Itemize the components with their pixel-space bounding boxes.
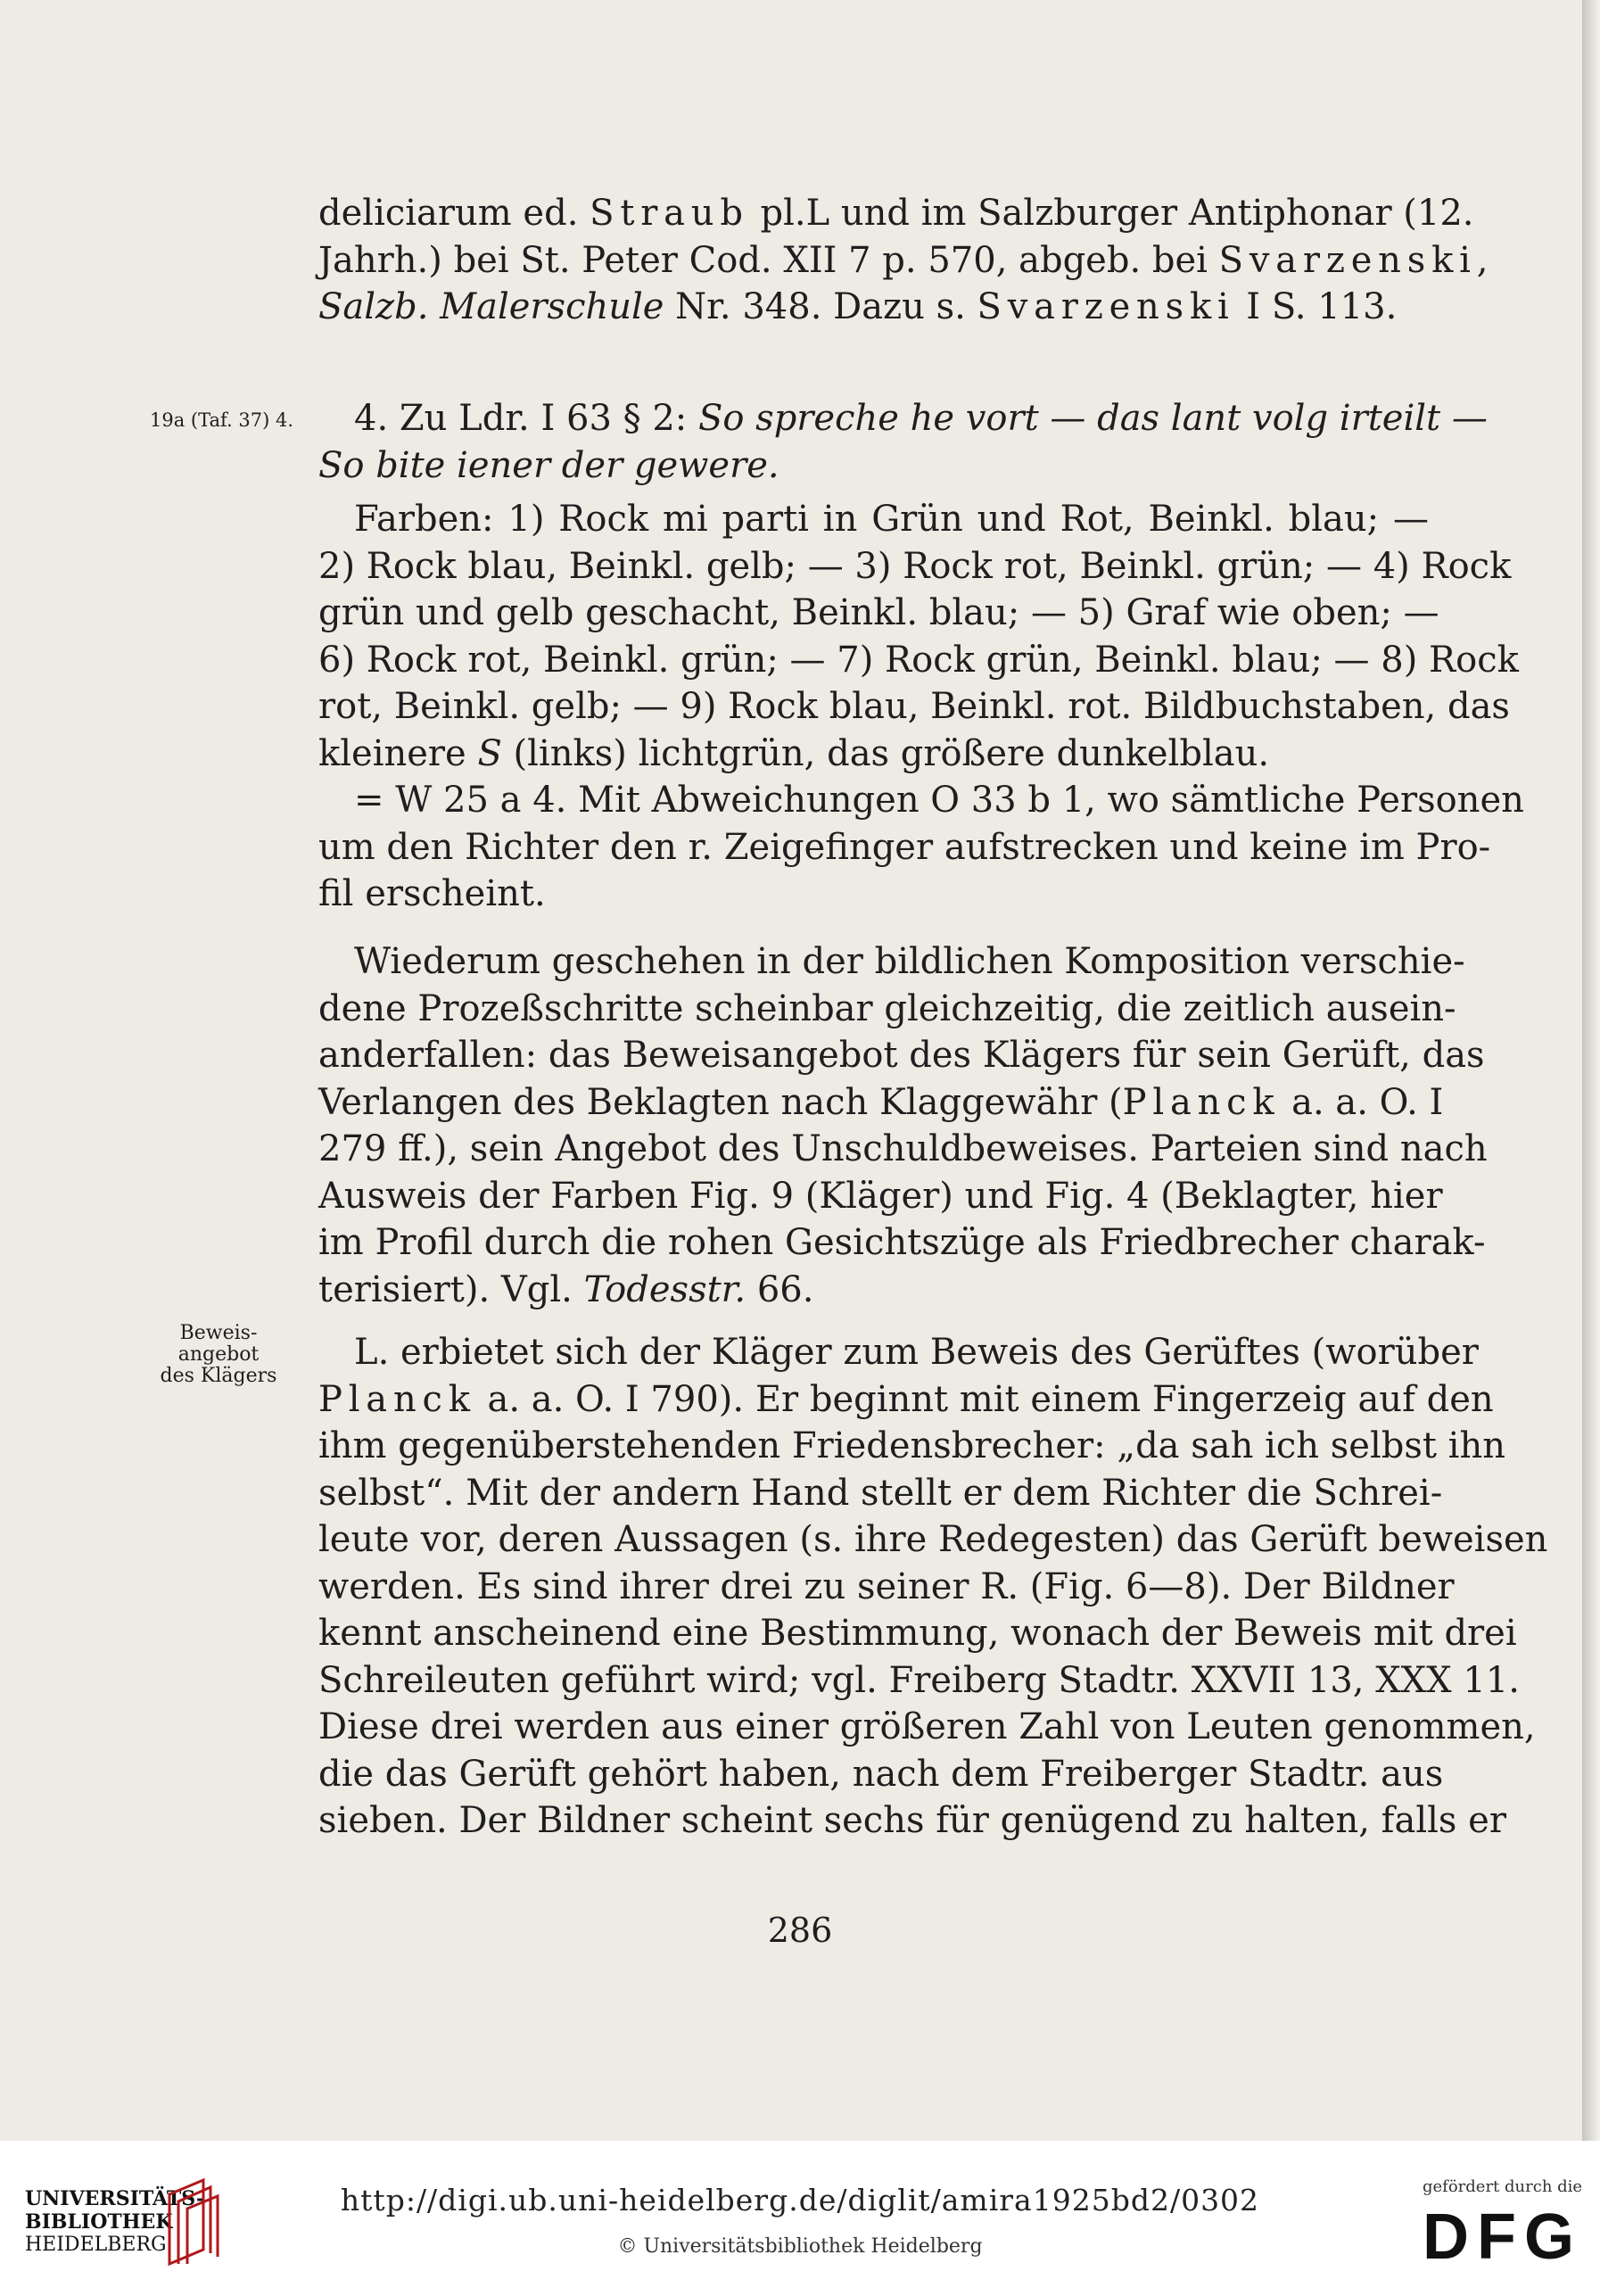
text-line: sieben. Der Bildner scheint sechs für genügend zu halten, falls er [318, 1800, 1506, 1841]
spaced-name: Svarzenski [977, 286, 1235, 327]
permalink-url[interactable]: http://digi.ub.uni-heidelberg.de/diglit/amira1925bd2/0302 [340, 2183, 1260, 2218]
text-line: Diese drei werden aus einer größeren Zahl von Leuten genommen, [318, 1706, 1536, 1747]
italic-text: So spreche he vort — das lant volg irteilt — [697, 398, 1488, 439]
funding-note: gefördert durch die [1423, 2177, 1583, 2196]
text-line: 6) Rock rot, Beinkl. grün; — 7) Rock grün, Beinkl. blau; — 8) Rock [318, 639, 1519, 681]
margin-section-heading: Beweis- angebot des Klägers [160, 1322, 277, 1387]
text-line: werden. Es sind ihrer drei zu seiner R. (Fig. 6—8). Der Bildner [318, 1565, 1455, 1607]
text-line: selbst“. Mit der andern Hand stellt er dem Richter die Schrei- [318, 1472, 1443, 1514]
dfg-logo [1423, 2203, 1579, 2267]
text-line: rot, Beinkl. gelb; — 9) Rock blau, Beinkl. rot. Bildbuchstaben, das [318, 686, 1510, 727]
text-line: L. erbietet sich der Kläger zum Beweis des Gerüftes (worüber [354, 1332, 1479, 1373]
text-line: im Profil durch die rohen Gesichtszüge als Friedbrecher charak- [318, 1222, 1486, 1263]
text-line: fil erscheint. [318, 873, 546, 914]
spaced-name: Svarzenski [1218, 239, 1477, 281]
text-line: Ausweis der Farben Fig. 9 (Kläger) und Fig. 4 (Beklagter, hier [318, 1175, 1443, 1217]
page-edge-shadow [1582, 0, 1600, 2141]
margin-reference: 19a (Taf. 37) 4. [150, 409, 294, 431]
text-line: anderfallen: das Beweisangebot des Klägers für sein Gerüft, das [318, 1035, 1485, 1076]
text-line: Salzb. Malerschule Nr. 348. Dazu s. Svarzenski I S. 113. [318, 286, 1398, 327]
text-line: kleinere S (links) lichtgrün, das größere dunkelblau. [318, 732, 1270, 774]
text-line [318, 442, 1429, 490]
text-line: Jahrh.) bei St. Peter Cod. XII 7 p. 570, abgeb. bei Svarzenski [318, 239, 1477, 281]
italic-text: So bite iener der gewere. [318, 444, 779, 486]
text-line: 279 ff.), sein Angebot des Unschuldbeweises. Parteien sind nach [318, 1128, 1488, 1169]
text-line: Verlangen des Beklagten nach Klaggewähr (Planck a. a. O. I [318, 1081, 1444, 1123]
text-line: dene Prozeßschritte scheinbar gleichzeitig, die zeitlich ausein- [318, 987, 1456, 1029]
text-line: leute vor, deren Aussagen (s. ihre Redegesten) das Gerüft beweisen [318, 1519, 1548, 1560]
text-line: Planck a. a. O. I 790). Er beginnt mit einem Fingerzeig auf den [318, 1378, 1494, 1420]
italic-text: Salzb. Malerschule [318, 286, 664, 327]
spaced-name: Straub [590, 193, 749, 234]
text-line: um den Richter den r. Zeigefinger aufstrecken und keine im Pro- [318, 826, 1491, 868]
spaced-name: Planck [1122, 1081, 1281, 1123]
dfg-logo-text: DFG [1423, 2203, 1574, 2267]
text-line: Schreileuten geführt wird; vgl. Freiberg Stadtr. XXVII 13, XXX 11. [318, 1659, 1520, 1701]
italic-text: S [477, 732, 502, 774]
body-block-6 [318, 1329, 1548, 1845]
body-block-4 [318, 777, 1524, 918]
text-line: die das Gerüft gehört haben, nach dem Freiberger Stadtr. aus [318, 1753, 1444, 1795]
text-line: kennt anscheinend eine Bestimmung, wonach der Beweis mit drei [318, 1613, 1517, 1654]
text-line: ihm gegenüberstehenden Friedensbrecher: „da sah ich selbst ihn [318, 1425, 1505, 1466]
text-line: 2) Rock blau, Beinkl. gelb; — 3) Rock rot, Beinkl. grün; — 4) Rock [318, 545, 1512, 587]
body-block-3 [318, 496, 1519, 777]
text-line: Farben: 1) Rock mi parti in Grün und Rot, Beinkl. blau; — [354, 499, 1429, 540]
footer-bar [0, 2141, 1600, 2296]
body-block-1 [318, 190, 1477, 331]
text-line: Wiederum geschehen in der bildlichen Komposition verschie- [354, 941, 1465, 982]
text-line: 4. Zu Ldr. I 63 § 2: So spreche he vort — das lant volg irteilt — [354, 398, 1488, 439]
text-line: terisiert). Vgl. Todesstr. 66. [318, 1268, 814, 1310]
text-line: deliciarum ed. Straub pl.L und im Salzburger Antiphonar (12. [318, 193, 1474, 234]
body-block-5 [318, 938, 1488, 1313]
spaced-name: Planck [318, 1378, 476, 1420]
text-line: = W 25 a 4. Mit Abweichungen O 33 b 1, wo sämtliche Personen [354, 780, 1524, 821]
body-block-2 [318, 395, 1488, 489]
italic-text: Todesstr. [583, 1268, 746, 1310]
page-number: 286 [767, 1911, 833, 1950]
copyright-notice: © Universitätsbibliothek Heidelberg [617, 2235, 983, 2258]
library-name: UNIVERSITÄTS- BIBLIOTHEK HEIDELBERG [25, 2187, 205, 2256]
text-line: grün und gelb geschacht, Beinkl. blau; — 5) Graf wie oben; — [318, 592, 1439, 633]
